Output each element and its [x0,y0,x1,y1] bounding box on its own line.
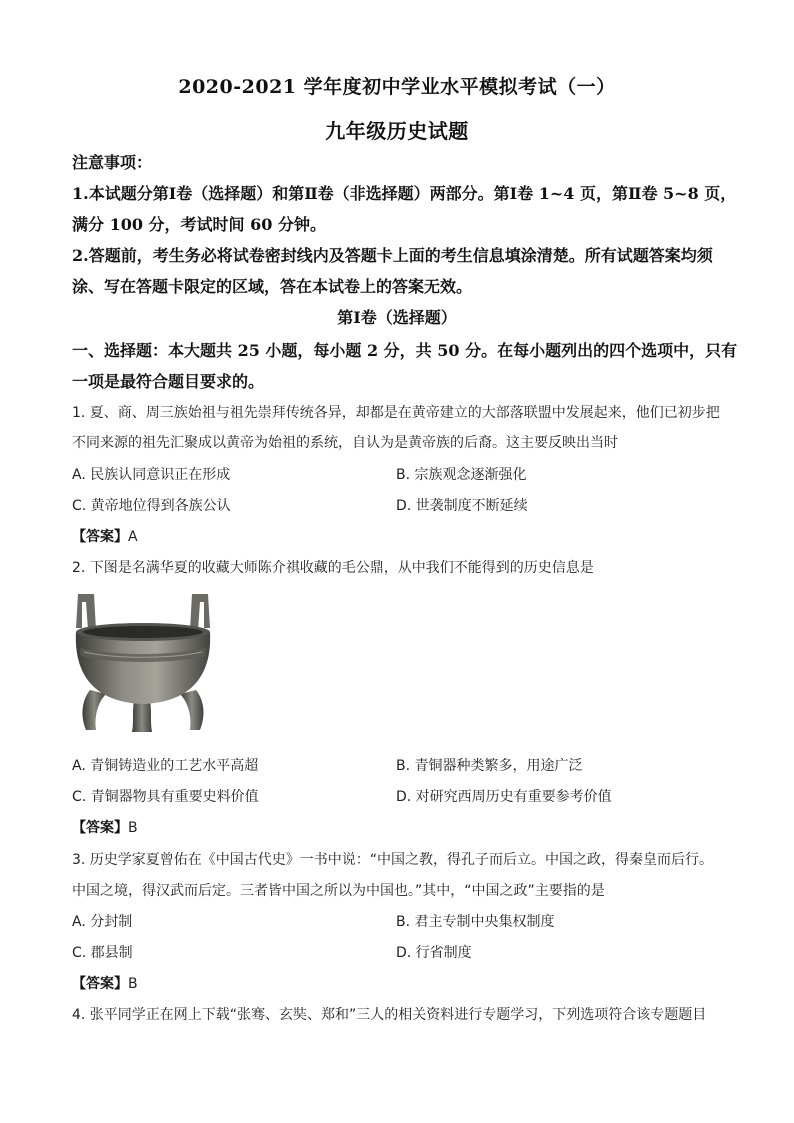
q3-option-c: C. 郡县制 [72,945,133,961]
exam-subtitle: 九年级历史试题 [325,119,469,143]
q2-option-d: D. 对研究西周历史有重要参考价值 [396,789,612,805]
mao-gong-ding-image [72,590,214,736]
q2-answer [72,817,138,837]
q1-option-d: D. 世袭制度不断延续 [396,498,528,514]
exam-title: 2020-2021 学年度初中学业水平模拟考试（一） [178,76,616,98]
q1-stem-line-1: 1. 夏、商、周三族始祖与祖先崇拜传统各异，却都是在黄帝建立的大部落联盟中发展起来，他们已初步把 [72,405,720,421]
notes-line-2: 满分 100 分，考试时间 60 分钟。 [72,215,326,234]
q2-answer-value: B [128,820,138,836]
q3-option-b: B. 君主专制中央集权制度 [396,914,555,930]
q1-answer [72,526,138,546]
q4-stem-line-1: 4. 张平同学正在网上下载“张骞、玄奘、郑和”三人的相关资料进行专题学习，下列选项符合该专题题目 [72,1007,707,1023]
q3-option-d: D. 行省制度 [396,945,472,961]
q2-stem-line-1: 2. 下图是名满华夏的收藏大师陈介祺收藏的毛公鼎，从中我们不能得到的历史信息是 [72,560,594,576]
q3-option-a: A. 分封制 [72,914,133,930]
notes-line-4: 涂、写在答题卡限定的区域，答在本试卷上的答案无效。 [72,277,473,296]
q3-stem-line-1: 3. 历史学家夏曾佑在《中国古代史》一书中说：“中国之教，得孔子而后立。中国之政，得秦皇而后行。 [72,852,714,868]
section-instruction-2: 一项是最符合题目要求的。 [72,372,265,391]
middle-leg [132,700,152,732]
q2-option-c: C. 青铜器物具有重要史料价值 [72,789,259,805]
notes-line-3: 2.答题前，考生务必将试卷密封线内及答题卡上面的考生信息填涂清楚。所有试题答案均须 [72,246,713,265]
q2-option-a: A. 青铜铸造业的工艺水平高超 [72,758,259,774]
q1-answer-label: 【答案】 [72,529,128,545]
q3-answer [72,973,138,993]
section-instruction-1: 一、选择题：本大题共 25 小题，每小题 2 分，共 50 分。在每小题列出的四个选项中，只有 [72,341,738,360]
q1-option-a: A. 民族认同意识正在形成 [72,467,231,483]
q1-stem-line-2: 不同来源的祖先汇聚成以黄帝为始祖的系统，自认为是黄帝族的后裔。这主要反映出当时 [72,435,618,451]
notes-line-1: 1.本试题分第Ⅰ卷（选择题）和第Ⅱ卷（非选择题）两部分。第Ⅰ卷 1~4 页，第Ⅱ卷 5~8 页， [72,184,737,203]
q3-answer-value: B [128,976,138,992]
section-title: 第Ⅰ卷（选择题） [337,308,457,327]
q1-option-b: B. 宗族观念逐渐强化 [396,467,527,483]
left-leg [83,690,106,730]
left-handle [76,594,96,630]
q3-answer-label: 【答案】 [72,976,128,992]
right-leg [180,690,203,730]
right-handle [190,594,210,630]
q2-option-b: B. 青铜器种类繁多，用途广泛 [396,758,583,774]
bowl-opening [83,626,203,638]
q1-option-c: C. 黄帝地位得到各族公认 [72,498,231,514]
q2-answer-label: 【答案】 [72,820,128,836]
notes-heading: 注意事项： [72,153,153,172]
q1-answer-value: A [128,529,138,545]
q3-stem-line-2: 中国之境，得汉武而后定。三者皆中国之所以为中国也。”其中，“中国之政”主要指的是 [72,883,605,899]
